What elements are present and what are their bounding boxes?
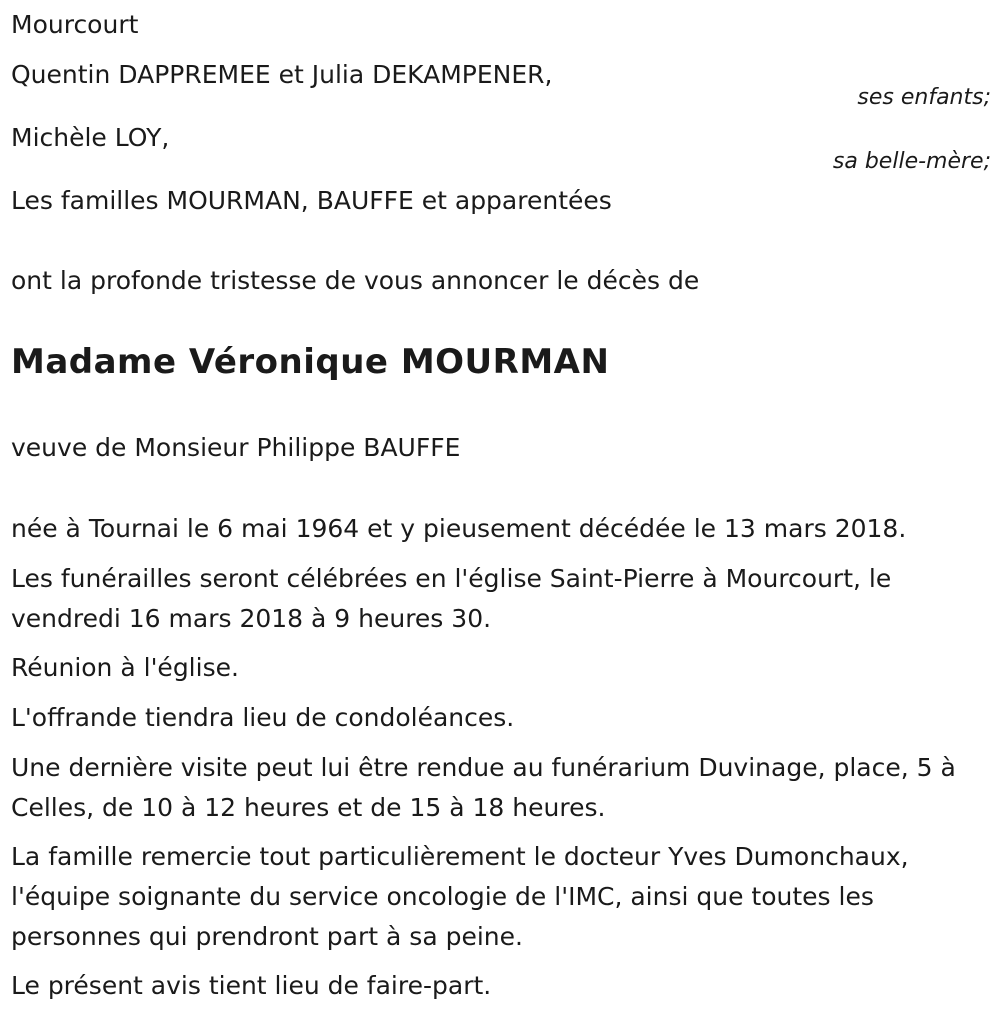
offering-text: L'offrande tiendra lieu de condoléances. [11, 703, 515, 732]
announcement-text: ont la profonde tristesse de vous annoncer le décès de [11, 266, 700, 295]
place-heading: Mourcourt [11, 10, 139, 39]
closing-text: Le présent avis tient lieu de faire-part. [11, 971, 492, 1000]
family-relation-mother-in-law: sa belle-mère; [832, 149, 991, 174]
family-names-mother-in-law: Michèle LOY, [11, 123, 170, 152]
family-names-families: Les familles MOURMAN, BAUFFE et apparentées [11, 186, 612, 215]
funeral-text: Les funérailles seront célébrées en l'église Saint-Pierre à Mourcourt, le vendredi 16 mars 2018 à 9 heures 30. [11, 564, 892, 633]
deceased-name: Madame Véronique MOURMAN [11, 342, 610, 382]
family-names-children: Quentin DAPPREMEE et Julia DEKAMPENER, [11, 60, 553, 89]
family-relation-children: ses enfants; [857, 85, 991, 110]
visit-text: Une dernière visite peut lui être rendue au funérarium Duvinage, place, 5 à Celles, de 10 à 12 heures et de 15 à 18 heures. [11, 753, 956, 822]
meeting-text: Réunion à l'église. [11, 653, 239, 682]
widow-of-text: veuve de Monsieur Philippe BAUFFE [11, 433, 461, 462]
thanks-text: La famille remercie tout particulièrement le docteur Yves Dumonchaux, l'équipe soignante du service oncologie de l'IMC, ainsi que toutes les personnes qui prendront part à sa peine. [11, 842, 909, 951]
birth-death-text: née à Tournai le 6 mai 1964 et y pieusement décédée le 13 mars 2018. [11, 514, 907, 543]
